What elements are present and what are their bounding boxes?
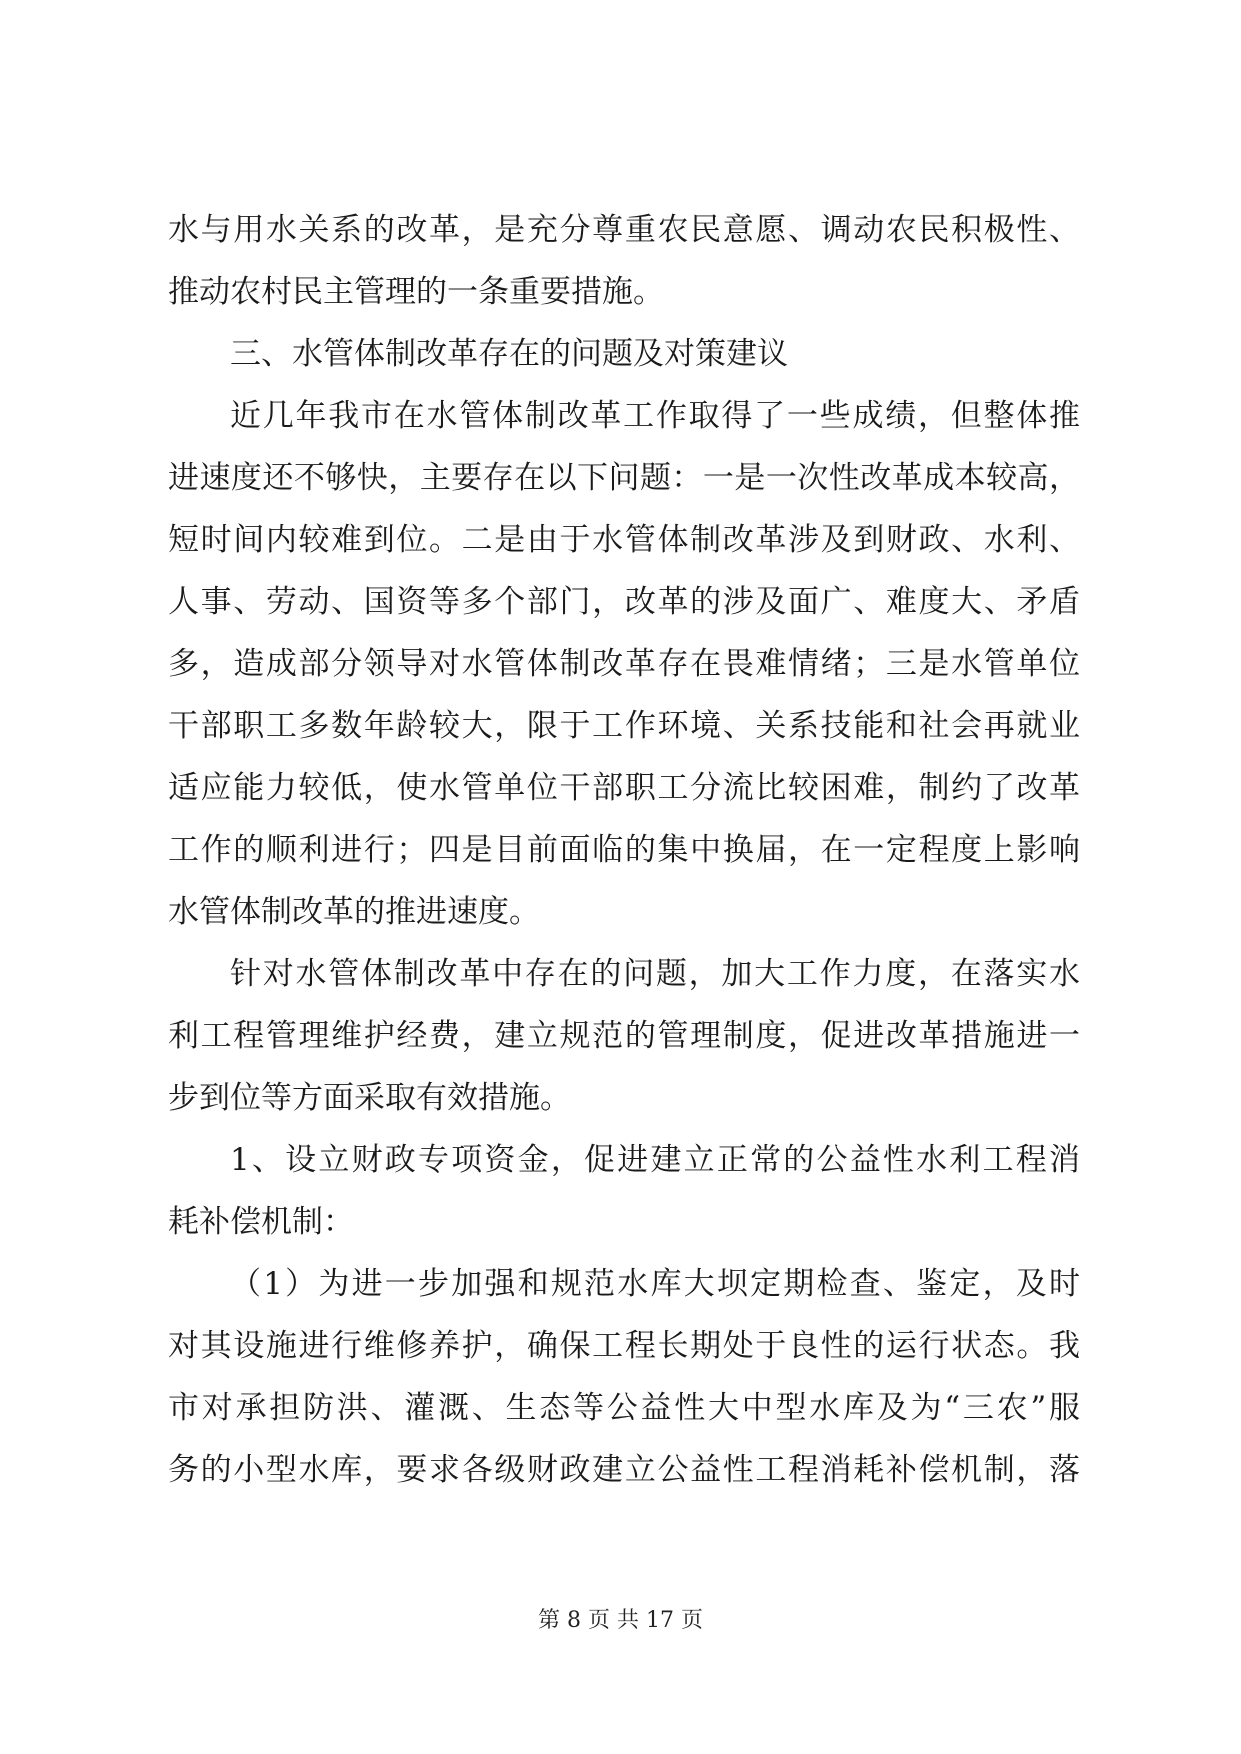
text-line: 人事、劳动、国资等多个部门，改革的涉及面广、难度大、矛盾 (168, 584, 1080, 620)
text-line: 步到位等方面采取有效措施。 (168, 1080, 571, 1116)
text-line: 针对水管体制改革中存在的问题，加大工作力度，在落实水 (230, 956, 1080, 992)
text-line: 耗补偿机制： (168, 1204, 354, 1240)
text-line: 推动农村民主管理的一条重要措施。 (168, 274, 664, 310)
section-heading: 三、水管体制改革存在的问题及对策建议 (230, 336, 788, 372)
text-line: 水与用水关系的改革，是充分尊重农民意愿、调动农民积极性、 (168, 212, 1080, 248)
text-line: 近几年我市在水管体制改革工作取得了一些成绩，但整体推 (230, 398, 1080, 434)
text-line: 短时间内较难到位。二是由于水管体制改革涉及到财政、水利、 (168, 522, 1080, 558)
text-line: 进速度还不够快，主要存在以下问题：一是一次性改革成本较高， (168, 460, 1080, 496)
text-line: 市对承担防洪、灌溉、生态等公益性大中型水库及为“三农”服 (168, 1390, 1080, 1426)
text-line: 多，造成部分领导对水管体制改革存在畏难情绪；三是水管单位 (168, 646, 1080, 682)
page-number-footer: 第 8 页 共 17 页 (538, 1608, 703, 1633)
numbered-item: 1、设立财政专项资金，促进建立正常的公益性水利工程消 (230, 1142, 1080, 1178)
text-line: 适应能力较低，使水管单位干部职工分流比较困难，制约了改革 (168, 770, 1080, 806)
text-line: 对其设施进行维修养护，确保工程长期处于良性的运行状态。我 (168, 1328, 1080, 1364)
text-line: 干部职工多数年龄较大，限于工作环境、关系技能和社会再就业 (168, 708, 1080, 744)
text-line: 利工程管理维护经费，建立规范的管理制度，促进改革措施进一 (168, 1018, 1080, 1054)
text-line: 水管体制改革的推进速度。 (168, 894, 540, 930)
text-line: 工作的顺利进行；四是目前面临的集中换届，在一定程度上影响 (168, 832, 1080, 868)
sub-item: （1）为进一步加强和规范水库大坝定期检查、鉴定，及时 (230, 1266, 1080, 1302)
text-line: 务的小型水库，要求各级财政建立公益性工程消耗补偿机制，落 (168, 1452, 1080, 1488)
